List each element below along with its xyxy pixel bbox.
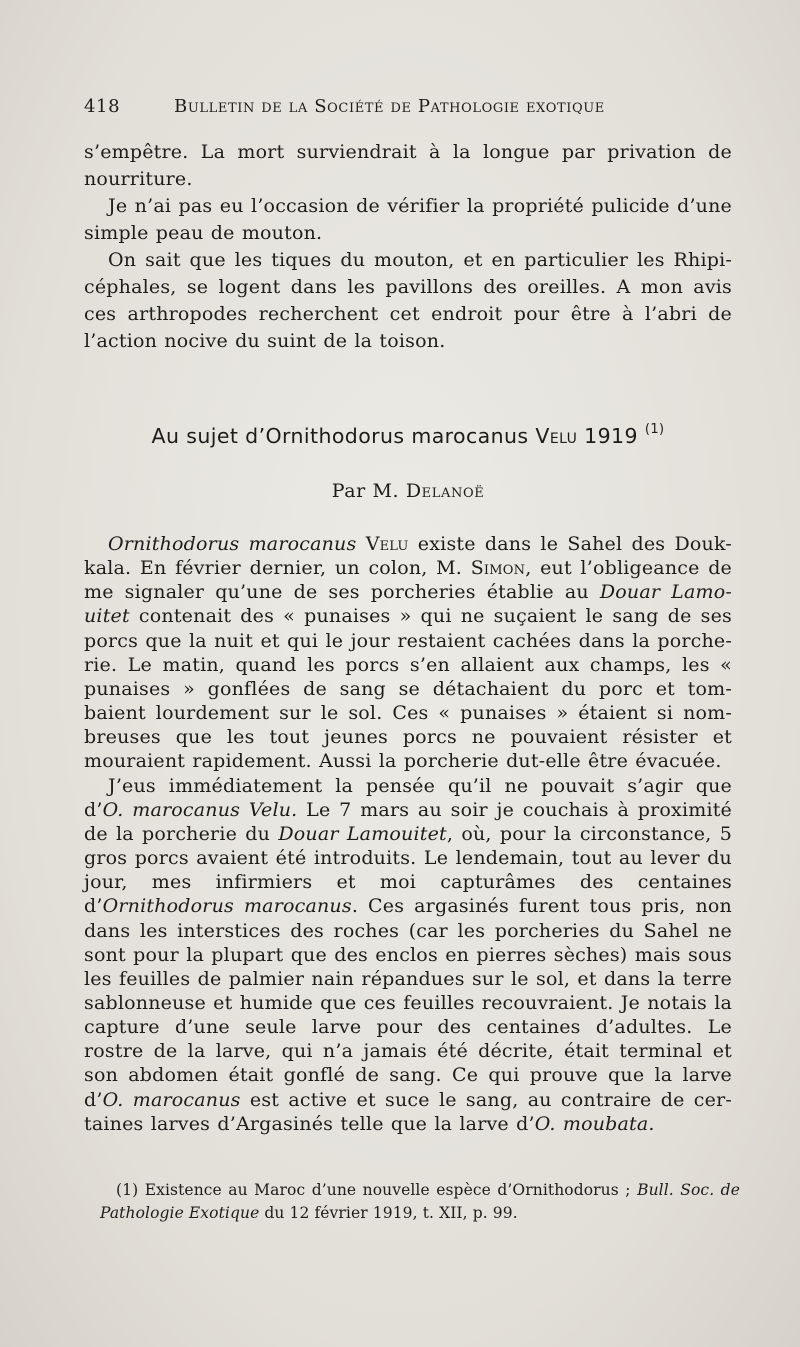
- paragraph: Je n’ai pas eu l’occasion de vérifier la propriété pulicide d’une simple peau de mouton.: [84, 195, 732, 244]
- paragraph: J’eus immédiatement la pensée qu’il ne pouvait s’agir que d’O. marocanus Velu. Le 7 mars au soir je couchais à proximité de la porcherie du Douar Lamouitet, où, pour la circonstance, 5 gros porcs avaient été introduits. Le lendemain, tout au lever du jour, mes infirmiers et moi capturâmes des centaines d’Ornithodorus marocanus. Ces argasinés furent tous pris, non dans les interstices des roches (car les porcheries du Sahel ne sont pour la plupart que des enclos en pierres sèches) mais sous les feuilles de palmier nain répandues sur le sol, et dans la terre sablonneuse et humide que ces feuilles recouvraient. Je notais la capture d’une seule larve pour des centaines d’adultes. Le rostre de la larve, qui n’a jamais été décrite, était terminal et son abdomen était gonflé de sang. Ce qui prouve que la larve d’O. marocanus est active et suce le sang, au contraire de cer- taines larves d’Argasinés telle que la larve d’O. moubata.: [84, 774, 732, 1135]
- paragraph: Ornithodorus marocanus Velu existe dans le Sahel des Douk-kala. En février dernier, un colon, M. Simon, eut l’obligeance de me signaler qu’une de ses porcheries établie au Douar Lamo-uitet contenait des « punaises » qui ne suçaient le sang de ses porcs que la nuit et qui le jour restaient cachées dans la porche- rie. Le matin, quand les porcs s’en allaient aux champs, les « punaises » gonflées de sang se détachaient du porc et tom- baient lourdement sur le sol. Ces « punaises » étaient si nom- breuses que les tout jeunes porcs ne pouvaient résister et mouraient rapidement. Aussi la porcherie dut-elle être évacuée.: [84, 533, 732, 773]
- article-title: Au sujet d’Ornithodorus marocanus Velu 1919 $^{(1)}$: [151, 422, 665, 448]
- page-number: 418: [84, 96, 121, 117]
- footnote: (1) Existence au Maroc d’une nouvelle espèce d’Ornithodorus ; Bull. Soc. de Pathologie Exotique du 12 février 1919, t. XII, p. 99.: [100, 1181, 740, 1222]
- article-byline: Par M. Delanoë: [331, 480, 485, 502]
- article-body: [84, 532, 732, 1136]
- running-title: Bulletin de la Société de Pathologie exotique: [174, 96, 605, 117]
- previous-article-continuation: [84, 139, 732, 355]
- running-header: [84, 96, 724, 122]
- paragraph: s’empêtre. La mort surviendrait à la longue par privation de nourriture.: [84, 141, 732, 190]
- paragraph: On sait que les tiques du mouton, et en particulier les Rhipi-céphales, se logent dans les pavillons des oreilles. A mon avis ces arthropodes recherchent cet endroit pour être à l’abri de l’action nocive du suint de la toison.: [84, 249, 732, 352]
- footnote-marker: (1): [644, 422, 665, 437]
